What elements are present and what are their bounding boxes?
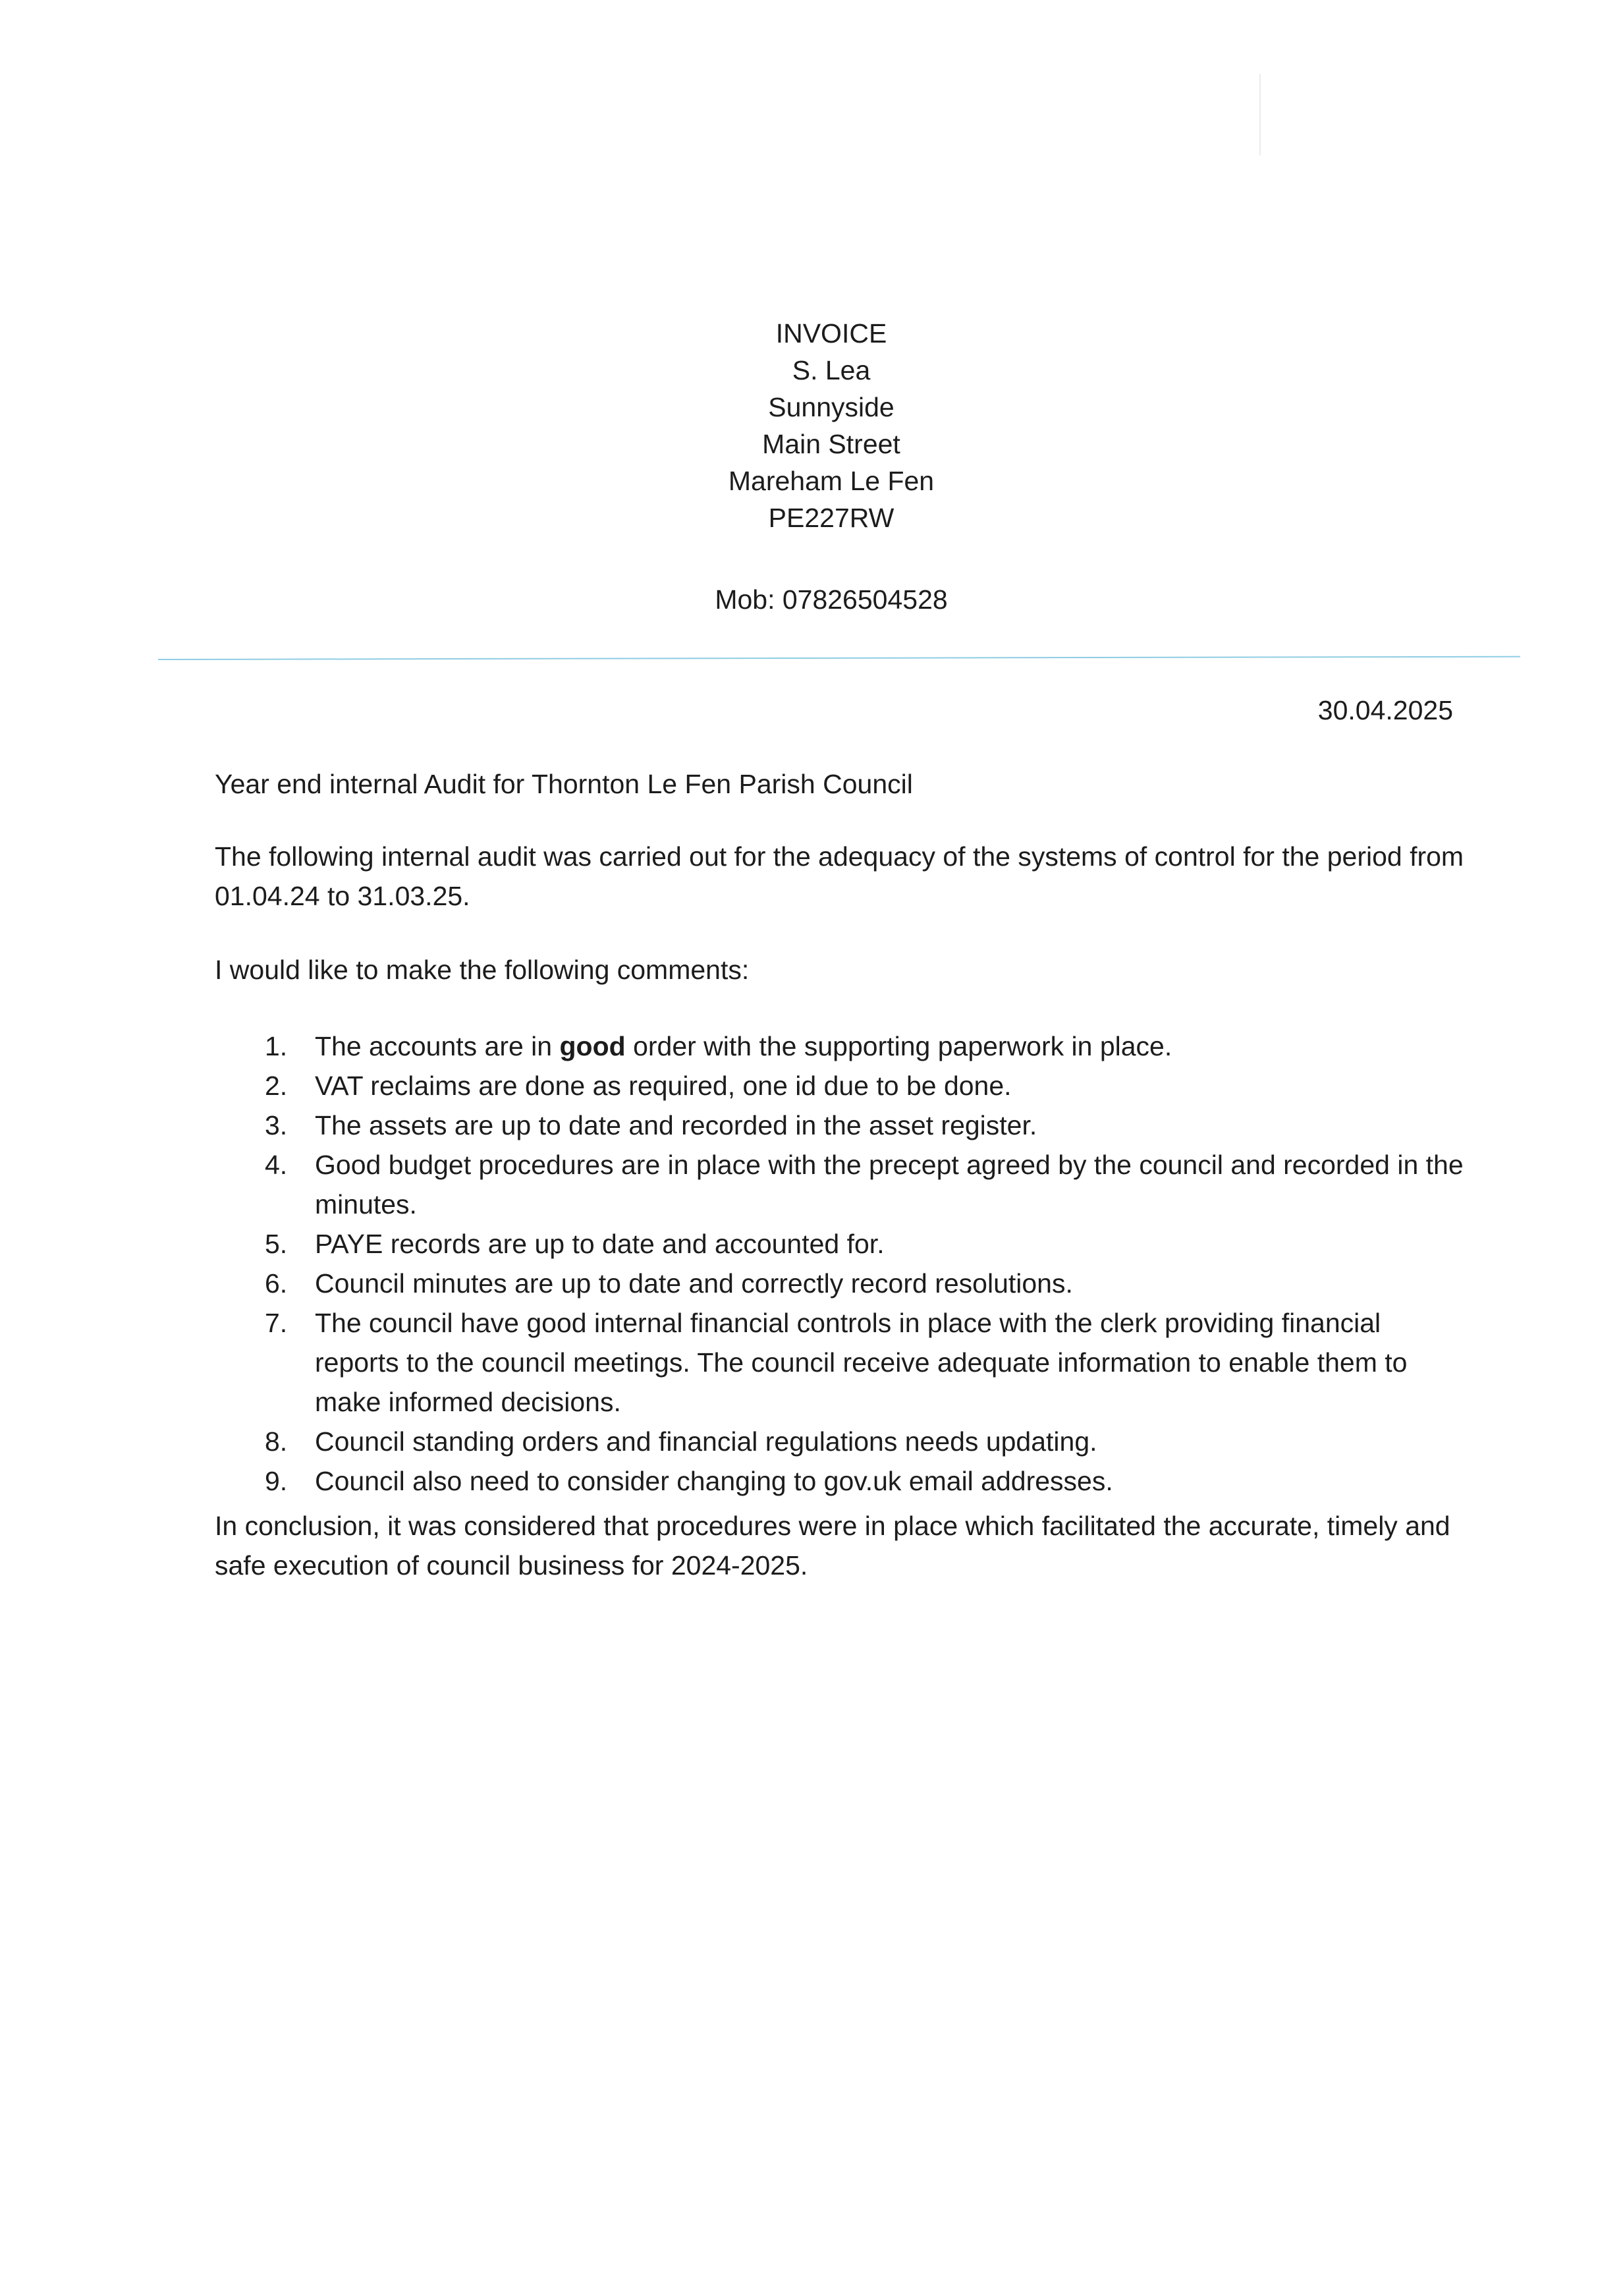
mobile-number: Mob: 07826504528 bbox=[715, 584, 948, 615]
list-item bbox=[215, 1461, 1466, 1501]
list-number: 9. bbox=[265, 1466, 288, 1496]
list-item-text: Good budget procedures are in place with the precept agreed by the council and recorded in the minutes. bbox=[315, 1150, 1464, 1219]
invoice-header bbox=[0, 315, 1623, 536]
list-item-text: Council standing orders and financial regulations needs updating. bbox=[315, 1426, 1097, 1457]
list-number: 6. bbox=[265, 1268, 288, 1299]
list-item bbox=[215, 1026, 1466, 1066]
emphasis-good: good bbox=[559, 1031, 626, 1061]
list-item-text: Council minutes are up to date and correctly record resolutions. bbox=[315, 1268, 1073, 1299]
invoice-date: 30.04.2025 bbox=[1317, 695, 1453, 725]
list-item bbox=[215, 1422, 1466, 1461]
address-postcode: PE227RW bbox=[768, 503, 894, 533]
list-number: 2. bbox=[265, 1071, 288, 1101]
list-item-text: Council also need to consider changing to gov.uk email addresses. bbox=[315, 1466, 1113, 1496]
audit-conclusion: In conclusion, it was considered that procedures were in place which facilitated the accurate, timely and safe execution of council business for 2024-2025. bbox=[215, 1511, 1450, 1581]
list-item bbox=[215, 1303, 1466, 1422]
comments-intro: I would like to make the following comments: bbox=[215, 955, 750, 985]
list-item bbox=[215, 1264, 1466, 1303]
list-item bbox=[215, 1066, 1466, 1106]
header-divider bbox=[158, 656, 1520, 660]
list-item-text: PAYE records are up to date and accounted for. bbox=[315, 1229, 885, 1259]
list-number: 3. bbox=[265, 1110, 288, 1140]
audit-intro: The following internal audit was carried out for the adequacy of the systems of control for the period from 01.04.24 to 31.03.25. bbox=[215, 841, 1464, 911]
list-item-text: The assets are up to date and recorded in the asset register. bbox=[315, 1110, 1037, 1140]
list-number: 5. bbox=[265, 1229, 288, 1259]
address-line-2: Main Street bbox=[762, 429, 900, 459]
list-number: 4. bbox=[265, 1150, 288, 1180]
scan-artifact-line bbox=[1259, 74, 1261, 155]
list-item bbox=[215, 1145, 1466, 1224]
list-item-text: The council have good internal financial controls in place with the clerk providing financial reports to the council meetings. The council receive adequate information to enable them to make informed decisions. bbox=[315, 1308, 1408, 1417]
invoice-title: INVOICE bbox=[775, 318, 887, 349]
list-item-text: The accounts are in good order with the supporting paperwork in place. bbox=[315, 1031, 1172, 1061]
list-item bbox=[215, 1106, 1466, 1145]
list-number: 1. bbox=[265, 1031, 288, 1061]
list-number: 8. bbox=[265, 1426, 288, 1457]
address-town: Mareham Le Fen bbox=[728, 466, 935, 496]
list-item-text: VAT reclaims are done as required, one id due to be done. bbox=[315, 1071, 1012, 1101]
address-line-1: Sunnyside bbox=[768, 392, 894, 422]
comment-list bbox=[215, 1026, 1466, 1501]
sender-name: S. Lea bbox=[792, 355, 871, 385]
list-number: 7. bbox=[265, 1308, 288, 1338]
audit-subject: Year end internal Audit for Thornton Le Fen Parish Council bbox=[215, 769, 913, 799]
list-item bbox=[215, 1224, 1466, 1264]
